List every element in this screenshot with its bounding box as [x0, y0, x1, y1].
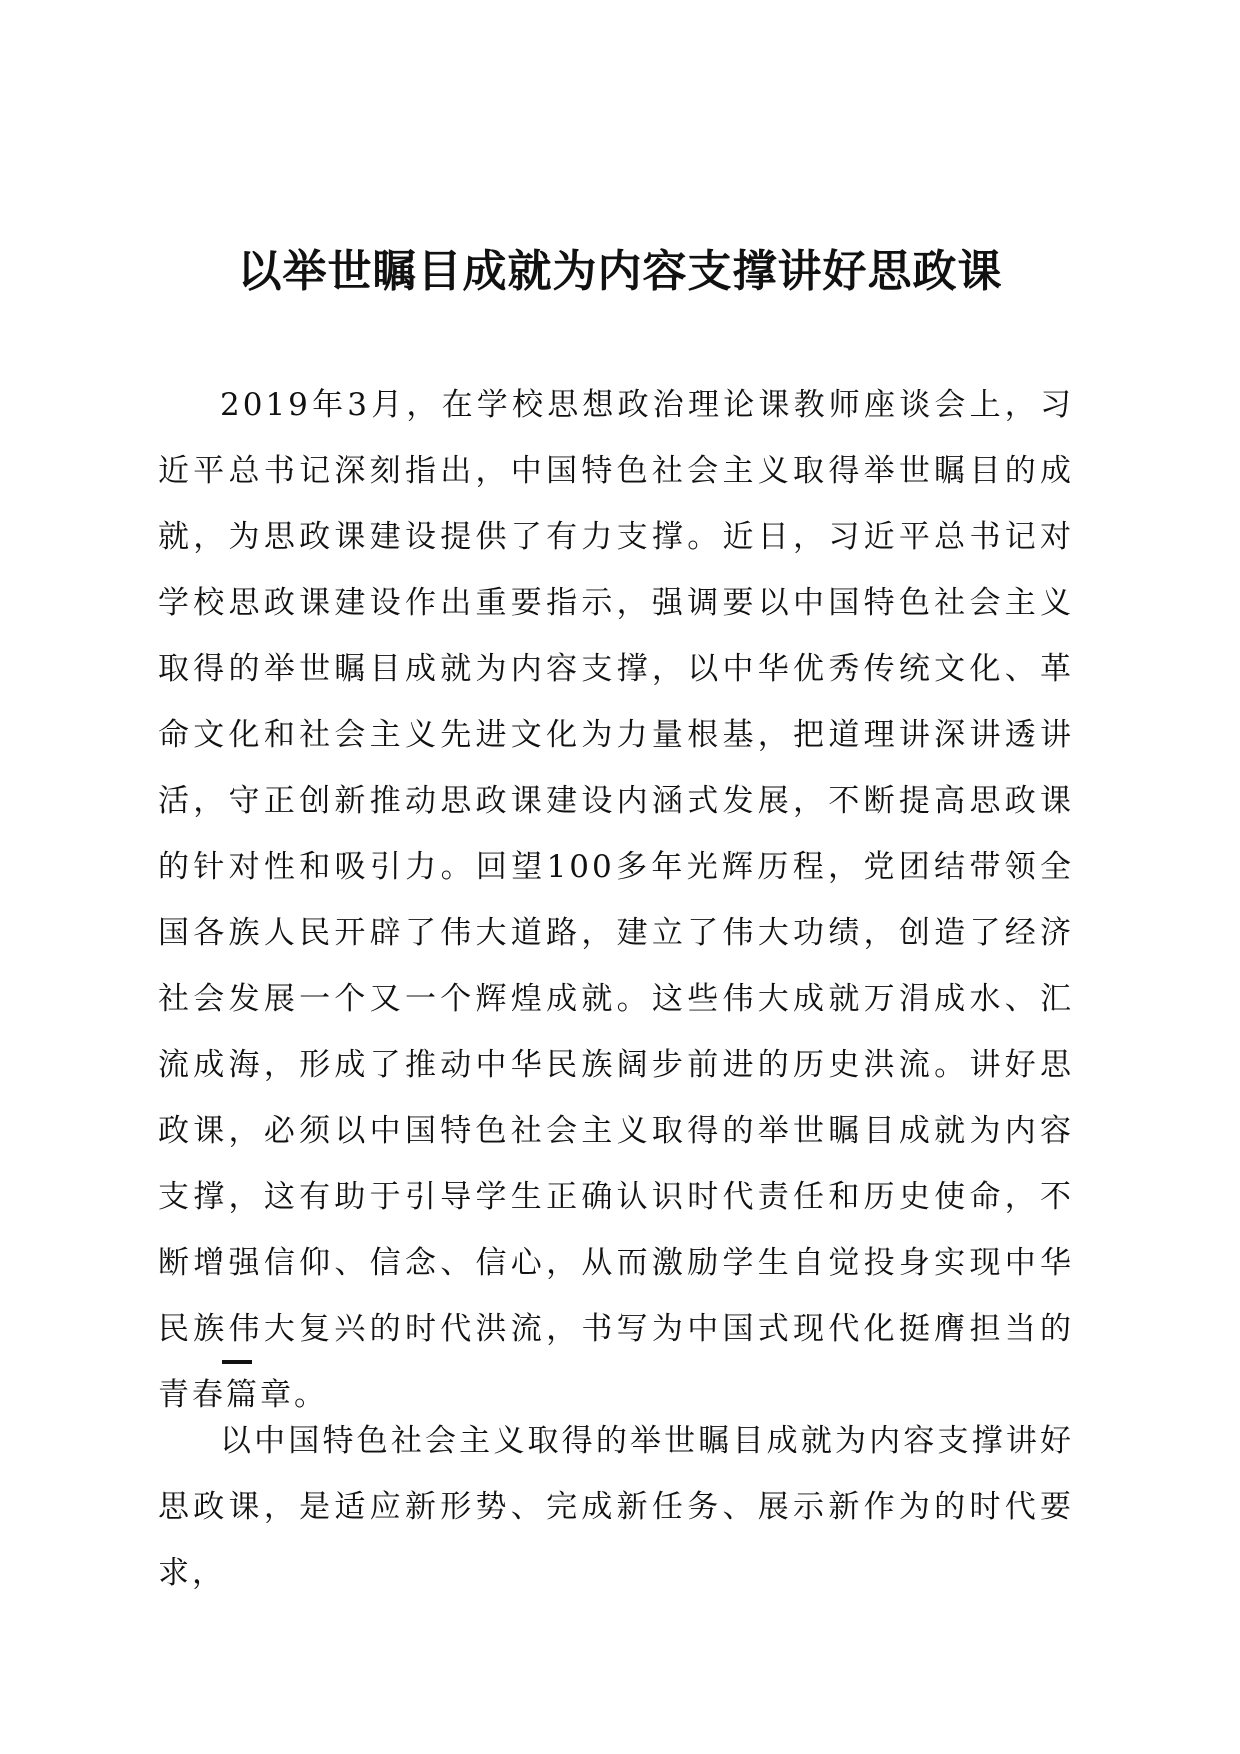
paragraph-1: 2019年3月，在学校思想政治理论课教师座谈会上，习近平总书记深刻指出，中国特色社会主义取得举世瞩目的成就，为思政课建设提供了有力支撑。近日，习近平总书记对学校思政课建设作出重要指示，强调要以中国特色社会主义取得的举世瞩目成就为内容支撑，以中华优秀传统文化、革命文化和社会主义先进文化为力量根基，把道理讲深讲透讲活，守正创新推动思政课建设内涵式发展，不断提高思政课的针对性和吸引力。回望100多年光辉历程，党团结带领全国各族人民开辟了伟大道路，建立了伟大功绩，创造了经济社会发展一个又一个辉煌成就。这些伟大成就万涓成水、汇流成海，形成了推动中华民族阔步前进的历史洪流。讲好思政课，必须以中国特色社会主义取得的举世瞩目成就为内容支撑，这有助于引导学生正确认识时代责任和历史使命，不断增强信仰、信念、信心，从而激励学生自觉投身实现中华民族伟大复兴的时代洪流，书写为中国式现代化挺膺担当的青春篇章。: [158, 387, 1074, 1413]
page-title: 以举世瞩目成就为内容支撑讲好思政课: [237, 246, 1003, 297]
paragraph-2: 以中国特色社会主义取得的举世瞩目成就为内容支撑讲好思政课，是适应新形势、完成新任务、展示新作为的时代要求，: [158, 1423, 1074, 1591]
section-number-one: [222, 1360, 252, 1364]
